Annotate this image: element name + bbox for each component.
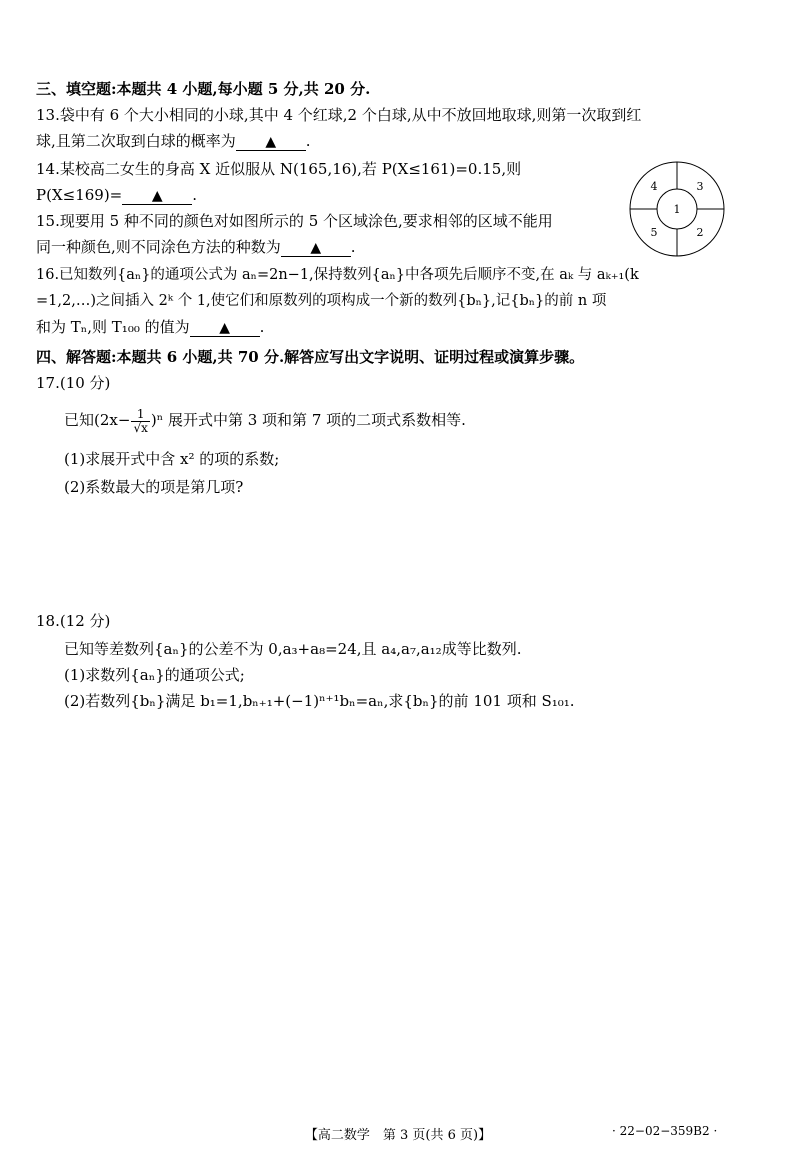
- q18-part2: (2)若数列{bₙ}满足 b₁=1,bₙ₊₁+(−1)ⁿ⁺¹bₙ=aₙ,求{bₙ}的前 101 项和 S₁₀₁.: [64, 692, 575, 710]
- page-footer-code: · 22−02−359B2 ·: [612, 1124, 718, 1138]
- region-label-2: 2: [696, 226, 704, 239]
- q15-text: 同一种颜色,则不同涂色方法的种数为: [36, 238, 281, 256]
- q14-text: P(X≤169)=: [36, 186, 123, 204]
- q14-line1: 14.某校高二女生的身高 X 近似服从 N(165,16),若 P(X≤161)=0.15,则: [36, 160, 522, 178]
- region-label-5: 5: [650, 226, 658, 239]
- triangle-mark-icon: ▲: [265, 134, 277, 150]
- section3-header: 三、填空题:本题共 4 小题,每小题 5 分,共 20 分.: [36, 80, 371, 98]
- q18-stem: 已知等差数列{aₙ}的公差不为 0,a₃+a₈=24,且 a₄,a₇,a₁₂成等比数列.: [64, 640, 522, 658]
- q16-line3: [36, 316, 756, 338]
- q17-part1: (1)求展开式中含 x² 的项的系数;: [64, 450, 280, 468]
- q15-end: .: [350, 238, 356, 256]
- q13-line2: [36, 130, 756, 152]
- section4-header: 四、解答题:本题共 6 小题,共 70 分.解答应写出文字说明、证明过程或演算步骤。: [36, 348, 585, 366]
- page-footer-title: 【高二数学 第 3 页(共 6 页)】: [304, 1128, 492, 1143]
- q17-fraction: [131, 408, 149, 435]
- triangle-mark-icon: ▲: [219, 320, 231, 336]
- q13-line1: 13.袋中有 6 个大小相同的小球,其中 4 个红球,2 个白球,从中不放回地取球,则第一次取到红: [36, 106, 642, 124]
- q17-stem: [64, 402, 784, 438]
- triangle-mark-icon: ▲: [151, 188, 163, 204]
- q17-stem-pre: 已知(2x−: [64, 411, 131, 429]
- region-label-1: 1: [673, 203, 681, 216]
- q16-line2: =1,2,…)之间插入 2ᵏ 个 1,使它们和原数列的项构成一个新的数列{bₙ},记{bₙ}的前 n 项: [36, 293, 607, 309]
- q14-answer-blank: [122, 188, 192, 205]
- q13-end: .: [305, 132, 311, 150]
- q15-answer-blank: [281, 240, 351, 257]
- region-label-3: 3: [696, 180, 704, 193]
- q17-head: 17.(10 分): [36, 374, 111, 392]
- q14-end: .: [192, 186, 198, 204]
- q16-text: 和为 Tₙ,则 T₁₀₀ 的值为: [36, 318, 190, 336]
- q16-line1: 16.已知数列{aₙ}的通项公式为 aₙ=2n−1,保持数列{aₙ}中各项先后顺序不变,在 aₖ 与 aₖ₊₁(k: [36, 267, 639, 283]
- region-label-4: 4: [650, 180, 658, 193]
- q16-answer-blank: [190, 320, 260, 337]
- q18-part1: (1)求数列{aₙ}的通项公式;: [64, 666, 245, 684]
- q17-stem-post: )ⁿ 展开式中第 3 项和第 7 项的二项式系数相等.: [150, 411, 466, 429]
- ring-diagram: [628, 160, 726, 258]
- q13-answer-blank: [236, 134, 306, 151]
- triangle-mark-icon: ▲: [310, 240, 322, 256]
- q15-line1: 15.现要用 5 种不同的颜色对如图所示的 5 个区域涂色,要求相邻的区域不能用: [36, 212, 553, 230]
- q17-part2: (2)系数最大的项是第几项?: [64, 478, 244, 496]
- q13-text: 球,且第二次取到白球的概率为: [36, 132, 236, 150]
- q16-end: .: [259, 318, 265, 336]
- q17-frac-den: √x: [133, 420, 148, 435]
- q17-frac-num: 1: [131, 408, 149, 422]
- q18-head: 18.(12 分): [36, 612, 111, 630]
